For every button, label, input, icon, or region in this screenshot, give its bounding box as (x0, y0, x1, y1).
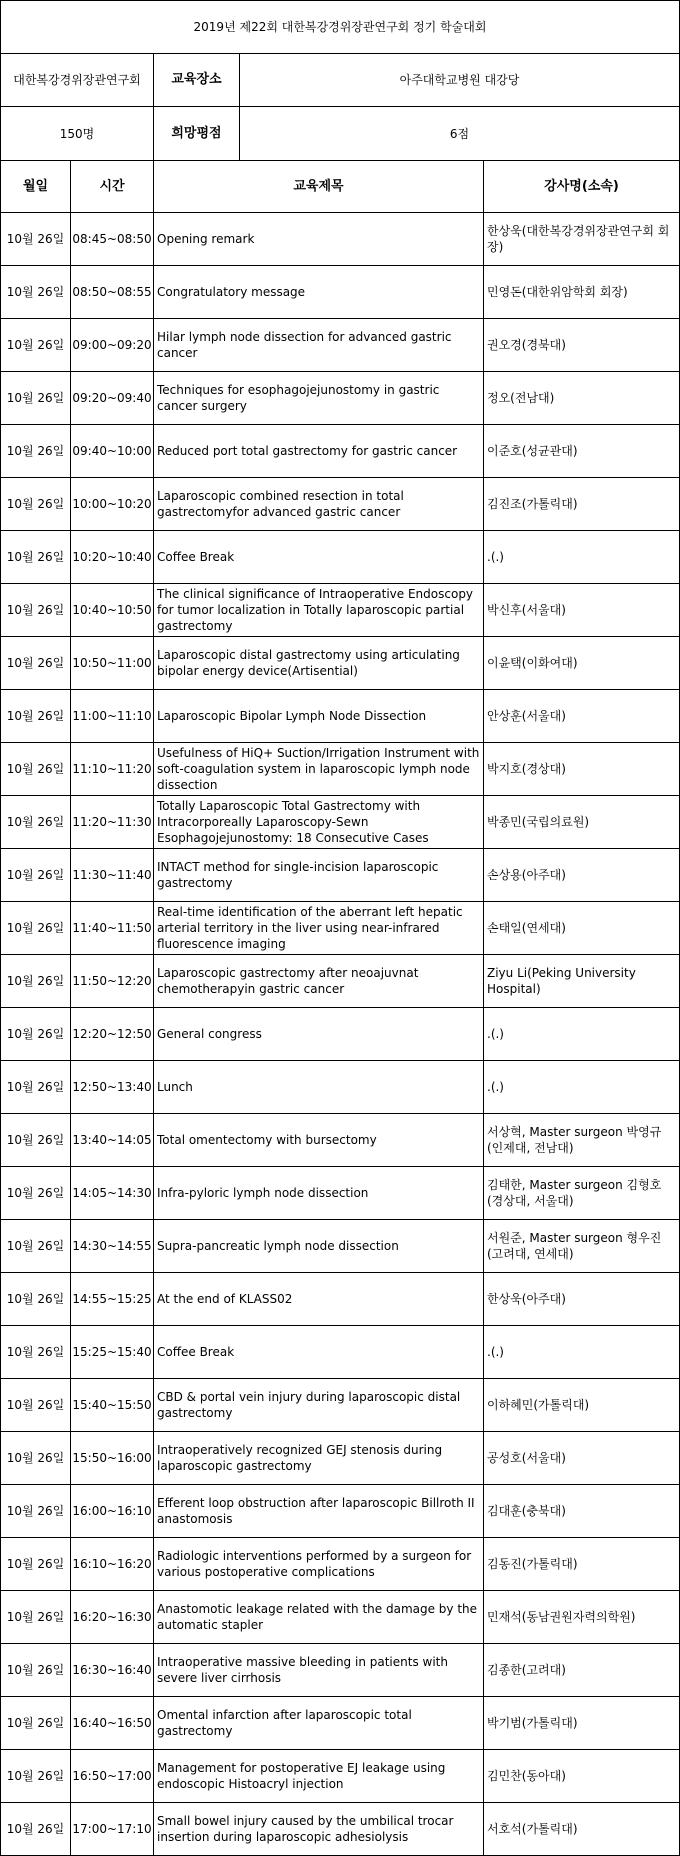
cell-date: 10월 26일 (0, 1379, 71, 1432)
table-row (0, 266, 680, 319)
table-row (0, 319, 680, 372)
cell-title: Reduced port total gastrectomy for gastric cancer (154, 425, 484, 478)
header-speaker: 강사명(소속) (484, 160, 680, 213)
cell-title: Coffee Break (154, 1326, 484, 1379)
cell-title: Supra-pancreatic lymph node dissection (154, 1220, 484, 1273)
table-row (0, 1273, 680, 1326)
cell-date: 10월 26일 (0, 1326, 71, 1379)
table-row (0, 1114, 680, 1167)
cell-date: 10월 26일 (0, 213, 71, 266)
cell-date: 10월 26일 (0, 1432, 71, 1485)
table-row (0, 1538, 680, 1591)
cell-speaker: 박기범(가톨릭대) (484, 1697, 680, 1750)
cell-title: Coffee Break (154, 531, 484, 584)
table-row (0, 955, 680, 1008)
cell-time: 16:50~17:00 (71, 1750, 154, 1803)
cell-title: Management for postoperative EJ leakage using endoscopic Histoacryl injection (154, 1750, 484, 1803)
cell-speaker: 공성호(서울대) (484, 1432, 680, 1485)
cell-date: 10월 26일 (0, 1644, 71, 1697)
cell-date: 10월 26일 (0, 1697, 71, 1750)
table-row (0, 1008, 680, 1061)
cell-date: 10월 26일 (0, 531, 71, 584)
cell-speaker: 서상혁, Master surgeon 박영규(인제대, 전남대) (484, 1114, 680, 1167)
cell-date: 10월 26일 (0, 743, 71, 796)
cell-time: 16:40~16:50 (71, 1697, 154, 1750)
cell-title: Infra-pyloric lymph node dissection (154, 1167, 484, 1220)
cell-time: 16:10~16:20 (71, 1538, 154, 1591)
cell-date: 10월 26일 (0, 690, 71, 743)
cell-time: 15:25~15:40 (71, 1326, 154, 1379)
points-label: 희망평점 (171, 125, 222, 141)
cell-time: 10:00~10:20 (71, 478, 154, 531)
cell-date: 10월 26일 (0, 1061, 71, 1114)
cell-title: Techniques for esophagojejunostomy in gastric cancer surgery (154, 372, 484, 425)
cell-speaker: 김민찬(동아대) (484, 1750, 680, 1803)
cell-speaker: 손상용(아주대) (484, 849, 680, 902)
cell-title: Laparoscopic combined resection in total gastrectomyfor advanced gastric cancer (154, 478, 484, 531)
cell-title: General congress (154, 1008, 484, 1061)
table-row (0, 1644, 680, 1697)
schedule-header-row (0, 160, 680, 213)
table-row (0, 1061, 680, 1114)
table-row (0, 743, 680, 796)
table-row (0, 425, 680, 478)
cell-title: Hilar lymph node dissection for advanced gastric cancer (154, 319, 484, 372)
cell-time: 14:30~14:55 (71, 1220, 154, 1273)
cell-title: Totally Laparoscopic Total Gastrectomy with Intracorporeally Laparoscopy-Sewn Esophagojejunostomy: 18 Consecutive Cases (154, 796, 484, 849)
cell-title: Total omentectomy with bursectomy (154, 1114, 484, 1167)
cell-date: 10월 26일 (0, 1008, 71, 1061)
cell-title: Intraoperatively recognized GEJ stenosis during laparoscopic gastrectomy (154, 1432, 484, 1485)
cell-speaker: 한상욱(아주대) (484, 1273, 680, 1326)
cell-title: Intraoperative massive bleeding in patients with severe liver cirrhosis (154, 1644, 484, 1697)
cell-date: 10월 26일 (0, 372, 71, 425)
cell-title: At the end of KLASS02 (154, 1273, 484, 1326)
cell-speaker: 김진조(가톨릭대) (484, 478, 680, 531)
cell-speaker: 민영돈(대한위암학회 회장) (484, 266, 680, 319)
schedule-body (0, 213, 680, 1856)
cell-speaker: 박지호(경상대) (484, 743, 680, 796)
cell-time: 16:30~16:40 (71, 1644, 154, 1697)
cell-time: 15:40~15:50 (71, 1379, 154, 1432)
table-row (0, 1803, 680, 1856)
cell-date: 10월 26일 (0, 1538, 71, 1591)
cell-title: Omental infarction after laparoscopic total gastrectomy (154, 1697, 484, 1750)
cell-date: 10월 26일 (0, 266, 71, 319)
header-title: 교육제목 (154, 160, 484, 213)
cell-date: 10월 26일 (0, 425, 71, 478)
points-value: 6점 (449, 126, 470, 141)
capacity-text: 150명 (59, 126, 95, 141)
cell-time: 11:50~12:20 (71, 955, 154, 1008)
table-row (0, 1326, 680, 1379)
cell-time: 11:40~11:50 (71, 902, 154, 955)
table-row (0, 531, 680, 584)
cell-date: 10월 26일 (0, 796, 71, 849)
cell-date: 10월 26일 (0, 1114, 71, 1167)
cell-title: Opening remark (154, 213, 484, 266)
cell-title: Real-time identification of the aberrant left hepatic arterial territory in the liver using near-infrared fluorescence imaging (154, 902, 484, 955)
table-row (0, 1697, 680, 1750)
cell-time: 12:20~12:50 (71, 1008, 154, 1061)
table-row (0, 213, 680, 266)
cell-title: The clinical significance of Intraoperative Endoscopy for tumor localization in Totally laparoscopic partial gastrectomy (154, 584, 484, 637)
cell-speaker: 권오경(경북대) (484, 319, 680, 372)
cell-title: Anastomotic leakage related with the damage by the automatic stapler (154, 1591, 484, 1644)
cell-speaker: 김태한, Master surgeon 김형호(경상대, 서울대) (484, 1167, 680, 1220)
cell-time: 08:50~08:55 (71, 266, 154, 319)
cell-date: 10월 26일 (0, 319, 71, 372)
cell-title: INTACT method for single-incision laparoscopic gastrectomy (154, 849, 484, 902)
cell-time: 09:00~09:20 (71, 319, 154, 372)
cell-date: 10월 26일 (0, 584, 71, 637)
cell-speaker: .(.) (484, 1061, 680, 1114)
table-row (0, 796, 680, 849)
cell-time: 11:00~11:10 (71, 690, 154, 743)
cell-time: 11:10~11:20 (71, 743, 154, 796)
cell-time: 14:55~15:25 (71, 1273, 154, 1326)
table-row (0, 690, 680, 743)
table-row (0, 1750, 680, 1803)
cell-date: 10월 26일 (0, 1803, 71, 1856)
cell-date: 10월 26일 (0, 955, 71, 1008)
cell-date: 10월 26일 (0, 478, 71, 531)
table-row (0, 1379, 680, 1432)
organizer-text: 대한복강경위장관연구회 (13, 73, 141, 87)
table-row (0, 849, 680, 902)
cell-title: CBD & portal vein injury during laparoscopic distal gastrectomy (154, 1379, 484, 1432)
table-row (0, 584, 680, 637)
venue-value: 아주대학교병원 대강당 (399, 73, 520, 87)
venue-label: 교육장소 (171, 72, 222, 87)
cell-time: 15:50~16:00 (71, 1432, 154, 1485)
table-row (0, 1485, 680, 1538)
cell-time: 10:40~10:50 (71, 584, 154, 637)
cell-speaker: .(.) (484, 1326, 680, 1379)
cell-date: 10월 26일 (0, 1220, 71, 1273)
cell-speaker: 안상훈(서울대) (484, 690, 680, 743)
cell-time: 10:50~11:00 (71, 637, 154, 690)
cell-title: Usefulness of HiQ+ Suction/Irrigation Instrument with soft-coagulation system in laparoscopic lymph node dissection (154, 743, 484, 796)
cell-title: Efferent loop obstruction after laparoscopic Billroth II anastomosis (154, 1485, 484, 1538)
cell-speaker: 한상욱(대한복강경위장관연구회 회장) (484, 213, 680, 266)
cell-title: Small bowel injury caused by the umbilical trocar insertion during laparoscopic adhesiolysis (154, 1803, 484, 1856)
cell-time: 11:30~11:40 (71, 849, 154, 902)
cell-title: Laparoscopic gastrectomy after neoajuvnat chemotherapyin gastric cancer (154, 955, 484, 1008)
cell-time: 08:45~08:50 (71, 213, 154, 266)
table-row (0, 478, 680, 531)
cell-speaker: 김종한(고려대) (484, 1644, 680, 1697)
header-date: 월일 (0, 160, 71, 213)
cell-speaker: .(.) (484, 1008, 680, 1061)
table-row (0, 902, 680, 955)
cell-date: 10월 26일 (0, 1273, 71, 1326)
cell-time: 10:20~10:40 (71, 531, 154, 584)
cell-speaker: 서원준, Master surgeon 형우진(고려대, 연세대) (484, 1220, 680, 1273)
cell-time: 13:40~14:05 (71, 1114, 154, 1167)
cell-speaker: 정오(전남대) (484, 372, 680, 425)
cell-title: Laparoscopic distal gastrectomy using articulating bipolar energy device(Artisential) (154, 637, 484, 690)
cell-date: 10월 26일 (0, 1750, 71, 1803)
table-row (0, 372, 680, 425)
cell-speaker: 박신후(서울대) (484, 584, 680, 637)
cell-date: 10월 26일 (0, 637, 71, 690)
cell-date: 10월 26일 (0, 902, 71, 955)
cell-speaker: 민재석(동남권원자력의학원) (484, 1591, 680, 1644)
cell-speaker: Ziyu Li(Peking University Hospital) (484, 955, 680, 1008)
cell-time: 16:00~16:10 (71, 1485, 154, 1538)
table-row (0, 637, 680, 690)
header-time: 시간 (71, 160, 154, 213)
cell-speaker: 김대훈(충북대) (484, 1485, 680, 1538)
event-title: 2019년 제22회 대한복강경위장관연구회 정기 학술대회 (193, 20, 487, 34)
cell-speaker: .(.) (484, 531, 680, 584)
cell-time: 12:50~13:40 (71, 1061, 154, 1114)
cell-time: 09:20~09:40 (71, 372, 154, 425)
cell-speaker: 서호석(가톨릭대) (484, 1803, 680, 1856)
cell-speaker: 김동진(가톨릭대) (484, 1538, 680, 1591)
schedule-table (0, 160, 680, 1856)
cell-date: 10월 26일 (0, 849, 71, 902)
cell-speaker: 이윤택(이화여대) (484, 637, 680, 690)
cell-time: 09:40~10:00 (71, 425, 154, 478)
cell-title: Congratulatory message (154, 266, 484, 319)
cell-speaker: 이하혜민(가톨릭대) (484, 1379, 680, 1432)
cell-time: 11:20~11:30 (71, 796, 154, 849)
cell-speaker: 박종민(국립의료원) (484, 796, 680, 849)
cell-time: 16:20~16:30 (71, 1591, 154, 1644)
table-row (0, 1591, 680, 1644)
cell-time: 17:00~17:10 (71, 1803, 154, 1856)
cell-title: Laparoscopic Bipolar Lymph Node Dissection (154, 690, 484, 743)
table-row (0, 1167, 680, 1220)
cell-date: 10월 26일 (0, 1167, 71, 1220)
table-row (0, 1220, 680, 1273)
cell-date: 10월 26일 (0, 1485, 71, 1538)
table-row (0, 1432, 680, 1485)
cell-speaker: 이준호(성균관대) (484, 425, 680, 478)
cell-date: 10월 26일 (0, 1591, 71, 1644)
cell-time: 14:05~14:30 (71, 1167, 154, 1220)
cell-title: Radiologic interventions performed by a surgeon for various postoperative complications (154, 1538, 484, 1591)
cell-speaker: 손태일(연세대) (484, 902, 680, 955)
cell-title: Lunch (154, 1061, 484, 1114)
